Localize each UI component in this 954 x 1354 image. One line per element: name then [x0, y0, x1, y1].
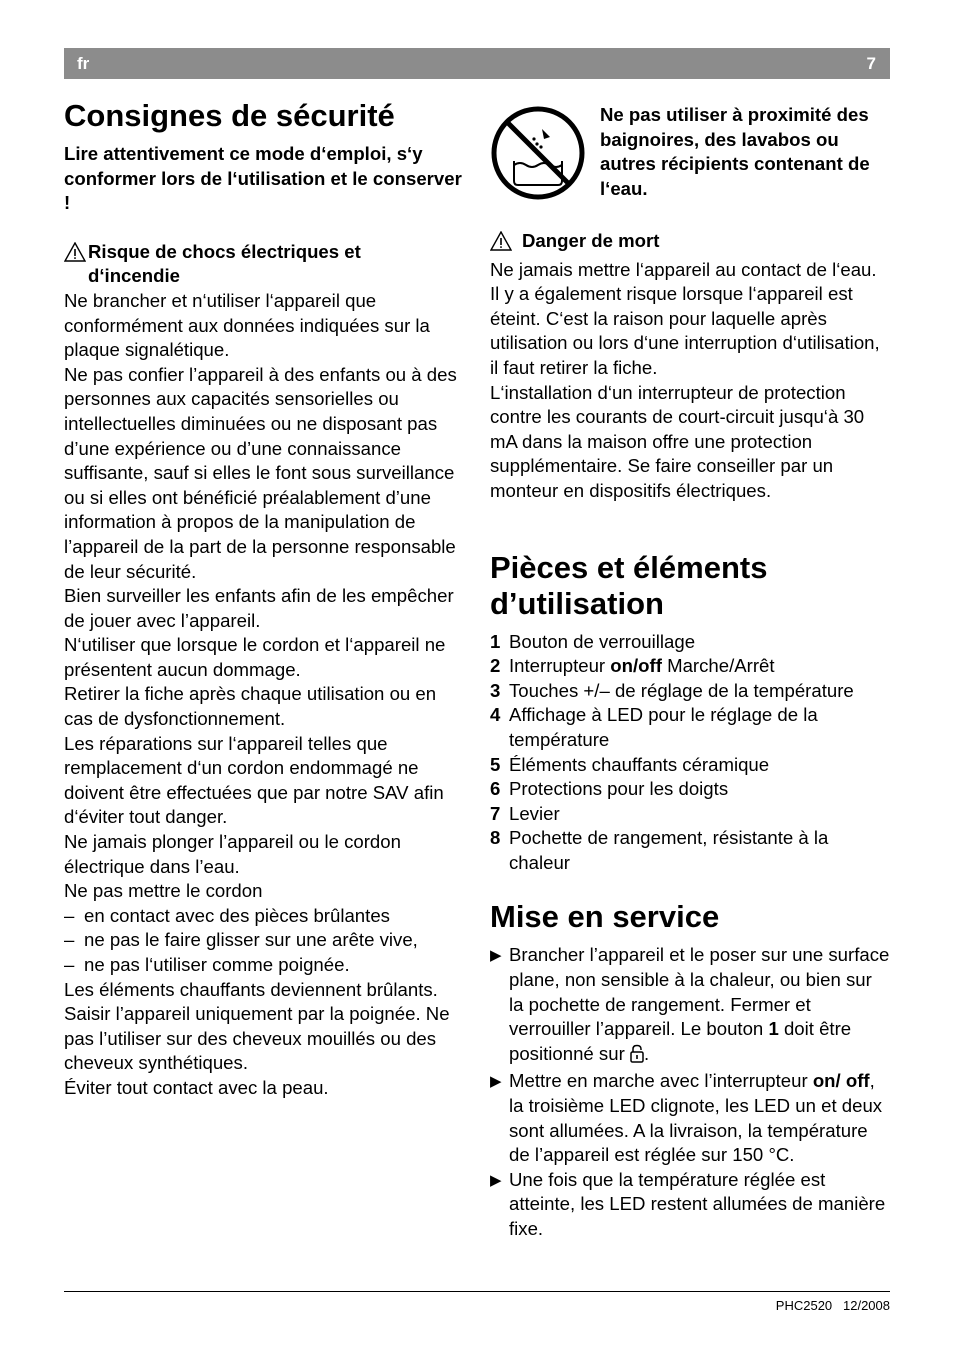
danger-paragraph: L‘installation d‘un interrupteur de protection contre les courants de court-circuit jusqu‘à 30 mA dans la maison offre une protection supplémentaire. Se faire conseiller par un monteur en dispositifs électriques.	[490, 381, 865, 501]
safety-intro: Lire attentivement ce mode d‘emploi, s‘y conformer lors de l‘utilisation et le conserver !	[64, 143, 462, 214]
list-item: 1 Bouton de verrouillage	[490, 630, 696, 652]
safety-paragraph: Bien surveiller les enfants afin de les empêcher de jouer avec l’appareil.	[64, 585, 454, 631]
header-bar	[64, 48, 890, 79]
electric-warning-title	[64, 240, 464, 289]
warning-triangle-icon	[490, 229, 522, 258]
bullet-arrow-icon: ▶	[490, 1073, 502, 1091]
model-number: PHC2520	[775, 1298, 833, 1313]
unlock-padlock-icon	[630, 1044, 644, 1070]
left-column	[64, 98, 464, 1101]
dash-item: – ne pas le faire glisser sur une arête vive,	[64, 929, 418, 951]
list-item: 6 Protections pour les doigts	[490, 778, 729, 800]
parts-list	[490, 630, 890, 876]
right-column	[490, 103, 890, 1242]
safety-title: Consignes de sécurité	[64, 98, 395, 133]
dash-item: – ne pas l‘utiliser comme poignée.	[64, 954, 350, 975]
danger-title	[490, 229, 890, 258]
list-item: 8 Pochette de rangement, résistante à la chaleur	[490, 827, 829, 873]
shower-warning-block	[490, 103, 890, 203]
list-item: 5 Éléments chauffants céramique	[490, 753, 770, 775]
parts-title: Pièces et éléments d’utilisation	[490, 549, 768, 621]
shower-warning-text: Ne pas utiliser à proximité des baignoires, des lavabos ou autres récipients contenant de l‘eau.	[600, 104, 870, 199]
warning-title-line1: Risque de chocs électriques et	[88, 240, 361, 262]
bullet-arrow-icon: ▶	[490, 1171, 502, 1189]
warning-triangle-icon	[64, 240, 88, 289]
service-title: Mise en service	[490, 899, 720, 935]
list-item: 4 Affichage à LED pour le réglage de la température	[490, 704, 818, 750]
list-item: ▶ Mettre en marche avec l’interrupteur on/ off, la troisième LED clignote, les LED un et deux sont allumées. A la livraison, la température de l’appareil est réglée sur 150 °C.	[490, 1069, 890, 1167]
safety-paragraph: Ne pas confier l’appareil à des enfants ou à des personnes aux capacités sensorielles ou intellectuelles diminuées ou ne disposant pas d’une expérience ou d’une connaissance suffisante, sauf si elles le font sous surveillance ou si elles ont bénéficié préalablement d’une information à propos de la manipulation de l’appareil de la part de la personne responsable de leur sécurité.	[64, 363, 457, 582]
bullet-arrow-icon: ▶	[490, 947, 502, 965]
safety-paragraph: Ne jamais plonger l’appareil ou le cordon électrique dans l’eau.	[64, 831, 401, 877]
safety-paragraph: Ne pas mettre le cordon	[64, 880, 263, 902]
footer-divider	[64, 1291, 890, 1292]
list-item: ▶ Une fois que la température réglée est atteinte, les LED restent allumées de manière fixe.	[490, 1168, 890, 1242]
list-item: 3 Touches +/– de réglage de la température	[490, 679, 854, 701]
danger-title-text: Danger de mort	[522, 230, 660, 251]
safety-paragraph: Retirer la fiche après chaque utilisation ou en cas de dysfonctionnement.	[64, 683, 437, 730]
no-water-prohibition-icon	[490, 103, 600, 203]
language-code: fr	[77, 54, 90, 73]
edition-date: 12/2008	[843, 1298, 890, 1313]
safety-paragraph: Les éléments chauffants deviennent brûlants. Saisir l’appareil uniquement par la poignée. Ne pas l’utiliser sur des cheveux mouillés ou des cheveux synthétiques.	[64, 978, 450, 1074]
page-number: 7	[866, 54, 876, 73]
footer	[776, 1298, 890, 1313]
danger-paragraph: Ne jamais mettre l‘appareil au contact de l‘eau. Il y a également risque lorsque l‘appareil est éteint. C‘est la raison pour laquelle après utilisation ou lors d‘une interruption d‘utilisation, il faut retirer la fiche.	[490, 258, 880, 378]
safety-paragraph: Éviter tout contact avec la peau.	[64, 1076, 329, 1098]
dash-item: – en contact avec des pièces brûlantes	[64, 904, 390, 926]
safety-paragraph: N‘utiliser que lorsque le cordon et l‘appareil ne présentent aucun dommage.	[64, 634, 446, 680]
warning-title-line2: d‘incendie	[88, 265, 180, 287]
list-item: 7 Levier	[490, 802, 560, 824]
safety-paragraph: Les réparations sur l‘appareil telles que remplacement d‘un cordon endommagé ne doivent être effectuées que par notre SAV afin d‘éviter tout danger.	[64, 732, 444, 828]
list-item: 2 Interrupteur on/off Marche/Arrêt	[490, 655, 775, 677]
safety-paragraph: Ne brancher et n‘utiliser l‘appareil que conformément aux données indiquées sur la plaque signalétique.	[64, 289, 430, 361]
steps-list	[490, 943, 890, 1241]
list-item: ▶ Brancher l’appareil et le poser sur une surface plane, non sensible à la chaleur, ou bien sur la pochette de rangement. Fermer et verrouiller l’appareil. Le bouton 1 doit être positionné sur .	[490, 943, 890, 1069]
